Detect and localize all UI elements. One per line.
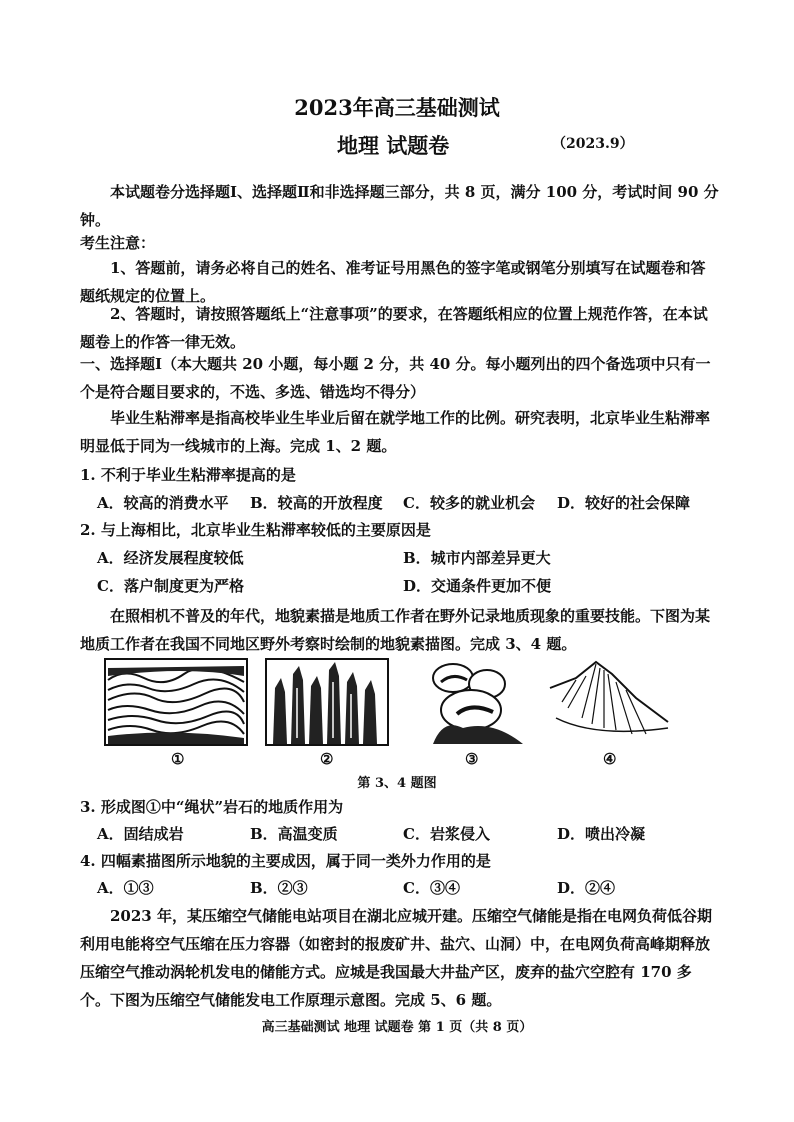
notice-item-1: 1、答题前，请务必将自己的姓名、准考证号用黑色的签字笔或钢笔分别填写在试题卷和答题纸规定的位置上。 [80,259,706,305]
q1-option-c: C．较多的就业机会 [403,494,535,512]
exam-title: 2023年高三基础测试 [294,95,500,120]
exam-subtitle: 地理 试题卷 [337,133,450,158]
sketch-figure-1 [104,658,248,746]
question-4-stem: 4. 四幅素描图所示地貌的主要成因，属于同一类外力作用的是 [80,852,491,870]
q1-option-b: B．较高的开放程度 [250,494,383,512]
passage-1: 毕业生粘滞率是指高校毕业生毕业后留在就学地工作的比例。研究表明，北京毕业生粘滞率明显低于同为一线城市的上海。完成 1、2 题。 [80,409,711,455]
passage-2: 在照相机不普及的年代，地貌素描是地质工作者在野外记录地质现象的重要技能。下图为某地质工作者在我国不同地区野外考察时绘制的地貌素描图。完成 3、4 题。 [80,607,711,653]
q3-option-d: D．喷出冷凝 [557,825,646,843]
intro-paragraph: 本试题卷分选择题Ⅰ、选择题Ⅱ和非选择题三部分，共 8 页，满分 100 分，考试时间 90 分钟。 [80,183,719,229]
q1-option-a: A．较高的消费水平 [97,494,229,512]
exam-date: （2023.9） [552,136,634,152]
subtitle-row [0,130,794,160]
page-footer: 高三基础测试 地理 试题卷 第 1 页（共 8 页） [261,1020,533,1035]
notice-heading: 考生注意： [80,234,156,252]
sketch-label-2: ② [320,750,334,768]
sketch-label-4: ④ [603,750,617,768]
q2-option-d: D．交通条件更加不便 [403,577,552,595]
q3-option-a: A．固结成岩 [97,825,184,843]
q4-option-b: B．②③ [250,879,308,897]
q2-option-a: A．经济发展程度较低 [97,549,244,567]
sketch-figure-3 [423,658,531,746]
sketch-label-3: ③ [465,750,479,768]
figure-caption: 第 3、4 题图 [357,776,437,791]
q4-option-a: A．①③ [97,879,154,897]
section-1-heading: 一、选择题Ⅰ（本大题共 20 小题，每小题 2 分，共 40 分。每小题列出的四个备选项中只有一个是符合题目要求的，不选、多选、错选均不得分） [80,355,711,401]
question-2-stem: 2. 与上海相比，北京毕业生粘滞率较低的主要原因是 [80,521,431,539]
q3-option-b: B．高温变质 [250,825,338,843]
sketch-figure-2 [265,658,389,746]
q4-option-c: C．③④ [403,879,460,897]
q2-option-c: C．落户制度更为严格 [97,577,244,595]
question-3-stem: 3. 形成图①中“绳状”岩石的地质作用为 [80,798,344,816]
sketch-figure-4 [546,658,672,746]
sketch-label-1: ① [171,750,185,768]
notice-item-2: 2、答题时，请按照答题纸上“注意事项”的要求，在答题纸相应的位置上规范作答，在本试题卷上的作答一律无效。 [80,305,708,351]
question-1-stem: 1. 不利于毕业生粘滞率提高的是 [80,466,296,484]
passage-3: 2023 年，某压缩空气储能电站项目在湖北应城开建。压缩空气储能是指在电网负荷低谷期利用电能将空气压缩在压力容器（如密封的报废矿井、盐穴、山洞）中，在电网负荷高峰期释放压缩空气推动涡轮机发电的储能方式。应城是我国最大井盐产区，废弃的盐穴空腔有 170 多个。下图为压缩空气储能发电工作原理示意图。完成 5、6 题。 [80,907,712,1009]
q3-option-c: C．岩浆侵入 [403,825,490,843]
q4-option-d: D．②④ [557,879,616,897]
q2-option-b: B．城市内部差异更大 [403,549,551,567]
q1-option-d: D．较好的社会保障 [557,494,691,512]
